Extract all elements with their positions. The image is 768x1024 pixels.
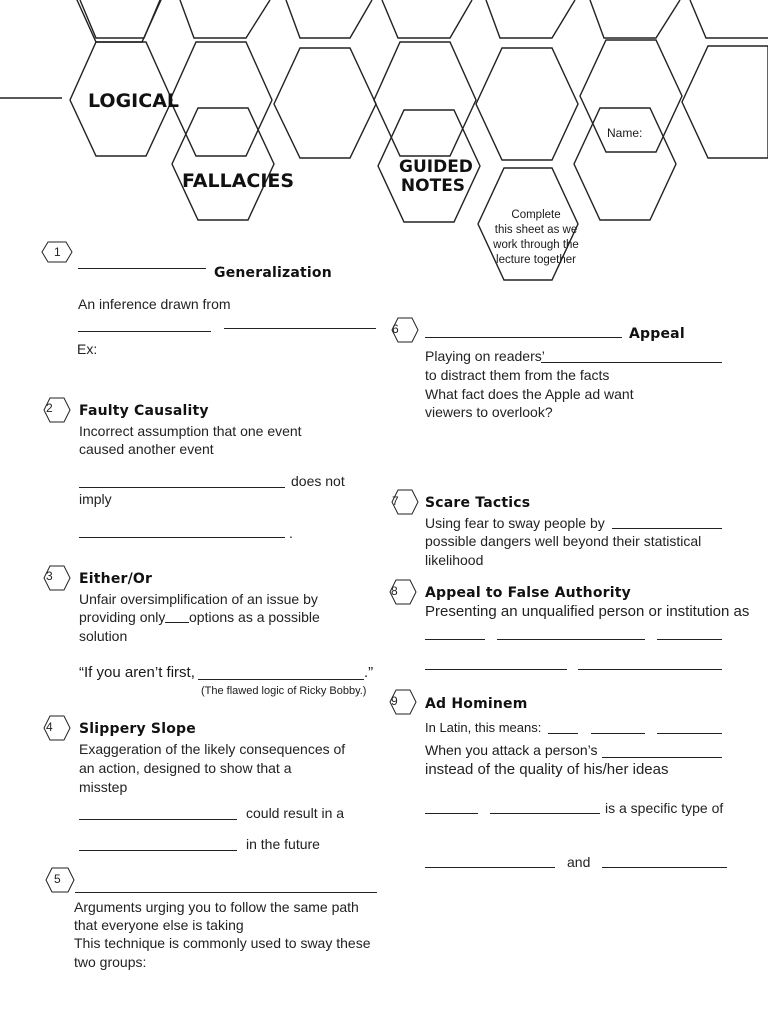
section-6-number: 6 — [392, 322, 399, 336]
section-1-example-label: Ex: — [77, 341, 98, 357]
section-7-text: Using fear to sway people by — [425, 515, 605, 531]
blank-line[interactable] — [79, 487, 285, 488]
blank-line[interactable] — [602, 757, 722, 758]
blank-line[interactable] — [548, 733, 578, 734]
section-6-text: viewers to overlook? — [425, 404, 553, 420]
instructions-line: work through the — [493, 239, 579, 251]
section-2-text: caused another event — [79, 441, 214, 457]
section-4-heading: Slippery Slope — [79, 721, 196, 737]
section-5-text: This technique is commonly used to sway these — [74, 935, 371, 951]
instructions-line: Complete — [511, 209, 561, 221]
section-1-number: 1 — [54, 245, 61, 259]
name-label: Name: — [607, 126, 643, 140]
section-9-text: instead of the quality of his/her ideas — [425, 761, 669, 778]
section-7-text: possible dangers well beyond their statistical — [425, 533, 702, 549]
section-2-heading: Faulty Causality — [79, 403, 209, 419]
section-4-text: Exaggeration of the likely consequences of — [79, 741, 346, 757]
subtitle-line: NOTES — [400, 176, 466, 196]
blank-line[interactable] — [602, 867, 727, 868]
section-3-caption: (The flawed logic of Ricky Bobby.) — [201, 685, 367, 697]
blank-line[interactable] — [165, 622, 189, 623]
section-9-number: 9 — [391, 694, 398, 708]
section-2-period: . — [289, 525, 293, 541]
blank-line[interactable] — [79, 819, 237, 820]
section-6-text: What fact does the Apple ad want — [425, 386, 634, 402]
blank-line[interactable] — [490, 813, 600, 814]
blank-line[interactable] — [425, 867, 555, 868]
section-7-heading: Scare Tactics — [425, 495, 531, 511]
section-3-text: Unfair oversimplification of an issue by — [79, 591, 318, 607]
section-8-text: Presenting an unqualified person or institution as — [425, 603, 750, 620]
section-6-heading: Appeal — [629, 326, 685, 342]
blank-line[interactable] — [79, 850, 237, 851]
section-5-text: Arguments urging you to follow the same path — [74, 899, 359, 915]
instructions-line: this sheet as we — [494, 224, 578, 236]
blank-line[interactable] — [79, 537, 285, 538]
subtitle-line: GUIDED — [399, 157, 473, 177]
section-4-number: 4 — [46, 720, 53, 734]
section-2-number: 2 — [46, 401, 53, 415]
section-4-text: in the future — [246, 836, 320, 852]
blank-line[interactable] — [425, 669, 567, 670]
section-3-quote-end: .” — [364, 664, 374, 681]
section-2-text: does not — [291, 473, 345, 489]
section-7-number: 7 — [392, 494, 399, 508]
section-8-number: 8 — [391, 584, 398, 598]
section-4-text: misstep — [79, 779, 128, 795]
section-6-text: to distract them from the facts — [425, 367, 610, 383]
blank-line[interactable] — [75, 892, 377, 893]
section-7-text: likelihood — [425, 552, 484, 568]
section-3-text: solution — [79, 628, 128, 644]
blank-line[interactable] — [657, 639, 722, 640]
section-3-heading: Either/Or — [79, 571, 153, 587]
section-9-text: is a specific type of — [605, 800, 724, 816]
section-5-text: that everyone else is taking — [74, 917, 244, 933]
blank-line[interactable] — [198, 679, 364, 680]
title-fallacies: FALLACIES — [182, 170, 295, 192]
section-9-heading: Ad Hominem — [425, 696, 528, 712]
blank-line[interactable] — [78, 268, 206, 269]
blank-line[interactable] — [425, 813, 478, 814]
instructions-line: lecture together — [496, 254, 576, 266]
section-5-text: two groups: — [74, 954, 147, 970]
blank-line[interactable] — [224, 328, 376, 329]
blank-line[interactable] — [591, 733, 645, 734]
blank-line[interactable] — [425, 639, 485, 640]
section-3-quote-start: “If you aren’t first, — [79, 664, 195, 681]
blank-line[interactable] — [578, 669, 722, 670]
blank-line[interactable] — [497, 639, 645, 640]
section-3-text: options as a possible — [189, 609, 320, 625]
blank-line[interactable] — [657, 733, 722, 734]
section-9-text: When you attack a person’s — [425, 742, 598, 758]
section-6-text: Playing on readers’ — [425, 348, 545, 364]
section-2-text: imply — [79, 491, 112, 507]
blank-line[interactable] — [425, 337, 622, 338]
section-5-number: 5 — [54, 872, 61, 886]
section-1-text: An inference drawn from — [78, 296, 231, 312]
blank-line[interactable] — [78, 331, 211, 332]
section-9-text: In Latin, this means: — [425, 720, 542, 735]
blank-line[interactable] — [612, 528, 722, 529]
section-3-number: 3 — [46, 569, 53, 583]
blank-line[interactable] — [541, 362, 722, 363]
section-4-text: could result in a — [246, 805, 345, 821]
section-3-text: providing only — [79, 609, 166, 625]
section-2-text: Incorrect assumption that one event — [79, 423, 302, 439]
section-9-and: and — [567, 854, 591, 870]
title-logical: LOGICAL — [88, 90, 180, 112]
section-1-heading: Generalization — [214, 265, 332, 281]
section-8-heading: Appeal to False Authority — [425, 585, 631, 601]
section-4-text: an action, designed to show that a — [79, 760, 292, 776]
